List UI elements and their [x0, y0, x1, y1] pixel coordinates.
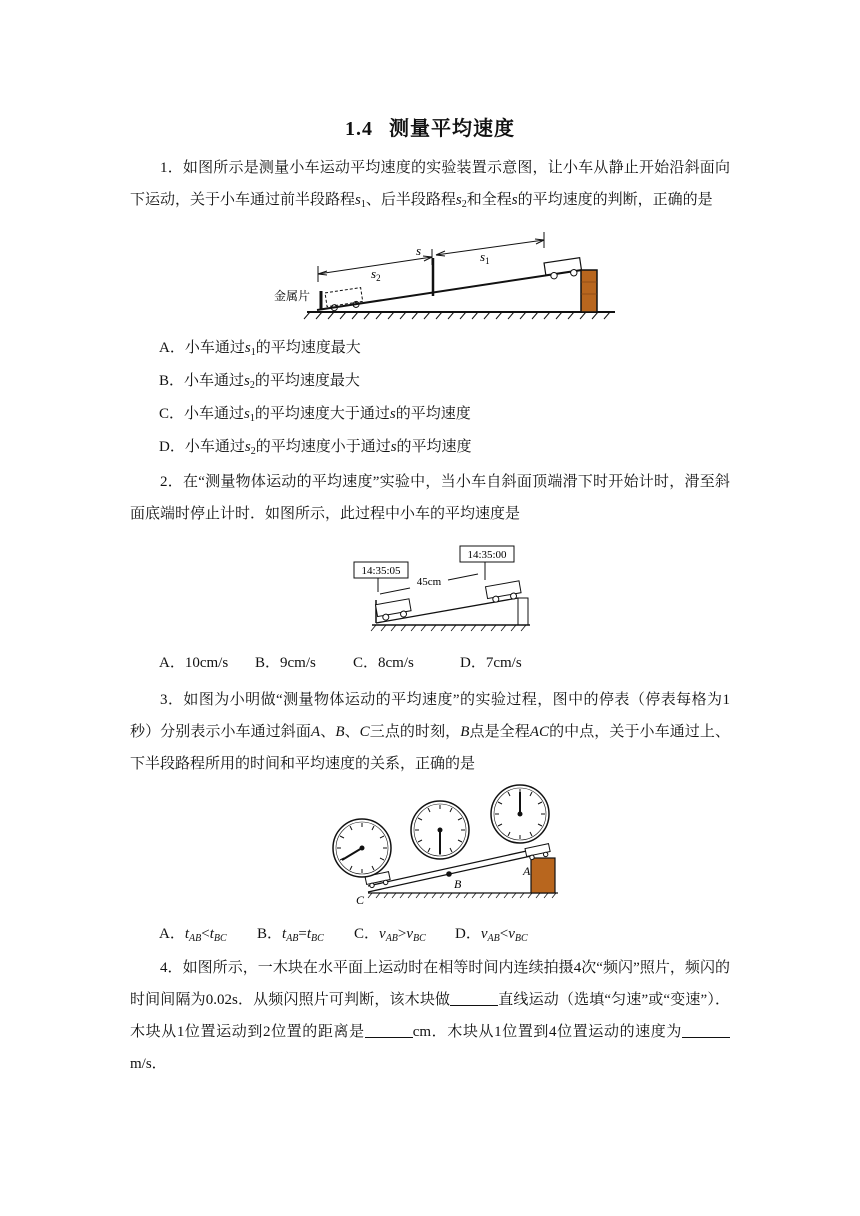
incline-figure-3: [326, 780, 562, 905]
page-title: [0, 112, 860, 141]
q2-option-c[interactable]: C．8cm/s: [353, 655, 414, 671]
incline-figure-2: [350, 540, 540, 634]
incline-figure-1: [270, 230, 620, 322]
distance-label: 45cm: [416, 576, 442, 588]
question-3-stem: 3．如图为小明做“测量物体运动的平均速度”的实验过程，图中的停表（停表每格为1秒）分别表示小车通过斜面A、B、C三点的时刻，B点是全程AC的中点，关于小车通过上、下半段路程所用的时间和平均速度的关系，正确的是: [130, 692, 730, 772]
question-1-stem: 1．如图所示是测量小车运动平均速度的实验装置示意图，让小车从静止开始沿斜面向下运动，关于小车通过前半段路程$s_1$、后半段路程$s_2$和全程s的平均速度的判断，正确的是: [130, 160, 730, 210]
q1-option-a[interactable]: A．小车通过$s_1$的平均速度最大: [159, 340, 361, 358]
cart-top: [544, 258, 582, 280]
section-title: 测量平均速度: [389, 118, 515, 140]
blank-2[interactable]: [365, 1023, 413, 1038]
q1-option-c[interactable]: C．小车通过$s_1$的平均速度大于通过s的平均速度: [159, 406, 471, 424]
blank-1[interactable]: [450, 991, 498, 1006]
q1-option-d[interactable]: D．小车通过$s_2$的平均速度小于通过s的平均速度: [159, 439, 472, 457]
point-b-dot: [446, 871, 452, 877]
label-c: C: [356, 893, 365, 905]
label-metal-plate: 金属片: [274, 289, 311, 303]
q2-options: [159, 653, 522, 673]
q2-option-b[interactable]: B．9cm/s: [255, 655, 316, 671]
label-a: A: [523, 864, 531, 878]
question-2-stem: 2．在“测量物体运动的平均速度”实验中，当小车自斜面顶端滑下时开始计时，滑至斜面底端时停止计时．如图所示，此过程中小车的平均速度是: [130, 474, 730, 522]
q3-option-a[interactable]: A．$t_{AB}<t_{BC}$: [159, 926, 227, 944]
wood-block: [581, 270, 597, 312]
q3-option-d[interactable]: D．$v_{AB}<v_{BC}$: [455, 926, 528, 944]
q2-option-d[interactable]: D．7cm/s: [460, 655, 522, 671]
blank-3[interactable]: [682, 1023, 730, 1038]
clock-end-time: 14:35:05: [361, 565, 401, 577]
wood-block-3: [531, 858, 555, 893]
stopwatch-a: [491, 785, 549, 843]
label-s: s: [416, 243, 422, 258]
q3-option-c[interactable]: C．$v_{AB}>v_{BC}$: [354, 926, 426, 944]
label-b: B: [454, 877, 462, 891]
q2-option-a[interactable]: A．10cm/s: [159, 655, 229, 671]
q1-option-b[interactable]: B．小车通过$s_2$的平均速度最大: [159, 373, 360, 391]
stopwatch-b: [411, 801, 469, 859]
section-number: 1.4: [345, 118, 373, 140]
q3-option-b[interactable]: B．$t_{AB}=t_{BC}$: [257, 926, 324, 944]
stopwatch-c: [333, 819, 391, 877]
clock-start-time: 14:35:00: [467, 549, 507, 561]
question-4-stem: 4．如图所示，一木块在水平面上运动时在相等时间内连续拍摄4次“频闪”照片，频闪的时间间隔为0.02s．从频闪照片可判断，该木块做 直线运动（选填“匀速”或“变速”）．木块从1位置运动到2位置的距离是 cm．木块从1位置到4位置运动的速度为m/s．: [130, 960, 730, 1072]
label-s1: $s_1$: [480, 249, 490, 266]
label-s2: $s_2$: [371, 266, 381, 283]
q3-options: [159, 924, 528, 949]
